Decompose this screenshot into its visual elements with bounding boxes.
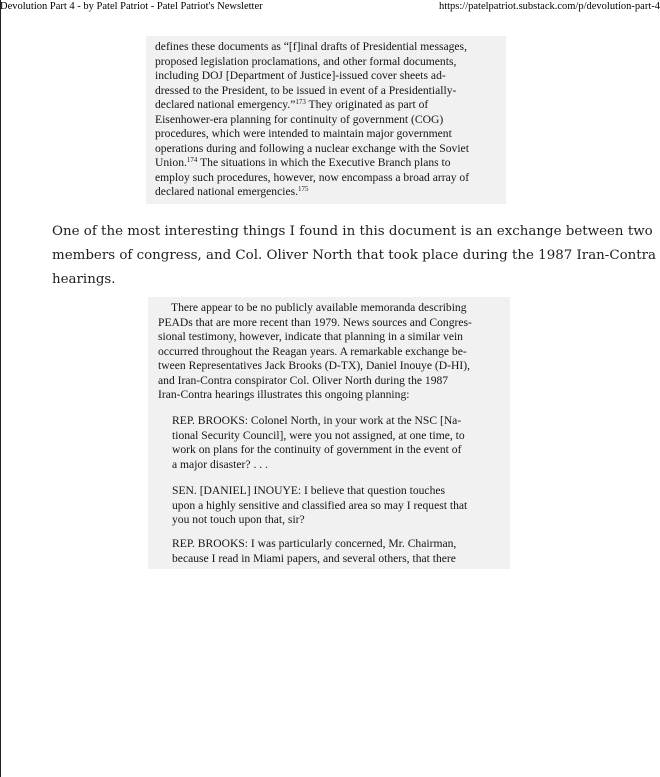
quote-line: REP. BROOKS: Colonel North, in your work at the NSC [Na- [172, 414, 462, 427]
footnote-marker: 174 [186, 156, 198, 164]
excerpt-line-text: The situations in which the Executive Branch plans to [197, 156, 451, 169]
quote-line: a major disaster? . . . [172, 457, 268, 471]
article-paragraph [52, 220, 657, 292]
excerpt-line: defines these documents as “[f]inal drafts of Presidential messages, [155, 40, 467, 53]
quote-line: SEN. [DANIEL] INOUYE: I believe that question touches [172, 484, 446, 497]
scanned-excerpt-peads [146, 36, 506, 204]
excerpt-line: PEADs that are more recent than 1979. News sources and Congres- [158, 315, 472, 329]
excerpt-line-text: declared national emergencies. [155, 185, 299, 198]
quote-line: you not touch upon that, sir? [172, 513, 305, 526]
scanned-excerpt-iran-contra [148, 297, 510, 569]
excerpt-line-text: They originated as part of [305, 98, 429, 111]
excerpt-line: procedures, which were intended to maintain major government [155, 127, 452, 140]
footnote-marker: 175 [298, 185, 309, 193]
excerpt-line-text: declared national emergency.” [155, 98, 296, 111]
header-page-url: https://patelpatriot.substack.com/p/devolution-part-4 [438, 1, 660, 12]
header-page-title: Devolution Part 4 - by Patel Patriot - Patel Patriot's Newsletter [0, 1, 263, 12]
quote-line: REP. BROOKS: I was particularly concerned, Mr. Chairman, [172, 537, 457, 550]
excerpt-line-text: Union. [155, 156, 187, 169]
excerpt-line: employ such procedures, however, now encompass a broad array of [155, 170, 470, 184]
quote-line: upon a highly sensitive and classified area so may I request that [172, 498, 468, 512]
page-left-border [0, 0, 1, 777]
excerpt-line: occurred throughout the Reagan years. A remarkable exchange be- [158, 344, 467, 358]
excerpt-line: Iran-Contra hearings illustrates this ongoing planning: [158, 388, 410, 401]
excerpt-line: Eisenhower-era planning for continuity of government (COG) [155, 112, 444, 126]
excerpt-line: There appear to be no publicly available memoranda describing [171, 301, 467, 314]
footnote-marker: 173 [295, 98, 306, 106]
quote-line: tional Security Council], were you not assigned, at one time, to [172, 428, 465, 442]
excerpt-line: tween Representatives Jack Brooks (D-TX), Daniel Inouye (D-HI), [158, 359, 470, 372]
excerpt-line [155, 98, 428, 113]
excerpt-line: proposed legislation proclamations, and other formal documents, [155, 54, 457, 68]
paragraph-line: hearings. [52, 272, 116, 287]
print-header [0, 0, 660, 14]
excerpt-line [155, 185, 309, 200]
excerpt-line: and Iran-Contra conspirator Col. Oliver North during the 1987 [158, 373, 449, 387]
paragraph-line: One of the most interesting things I found in this document is an exchange between two [52, 224, 653, 239]
excerpt-line: dressed to the President, to be issued in event of a Presidentially- [155, 83, 457, 97]
excerpt-line: sional testimony, however, indicate that planning in a similar vein [158, 330, 463, 343]
quote-line: because I read in Miami papers, and several others, that there [172, 551, 456, 565]
paragraph-line: members of congress, and Col. Oliver North that took place during the 1987 Iran-Contra [52, 248, 657, 263]
excerpt-line: including DOJ [Department of Justice]-issued cover sheets ad- [155, 69, 446, 82]
quote-line: work on plans for the continuity of government in the event of [172, 443, 462, 456]
excerpt-line [155, 156, 451, 171]
excerpt-line: operations during and following a nuclear exchange with the Soviet [155, 141, 469, 155]
